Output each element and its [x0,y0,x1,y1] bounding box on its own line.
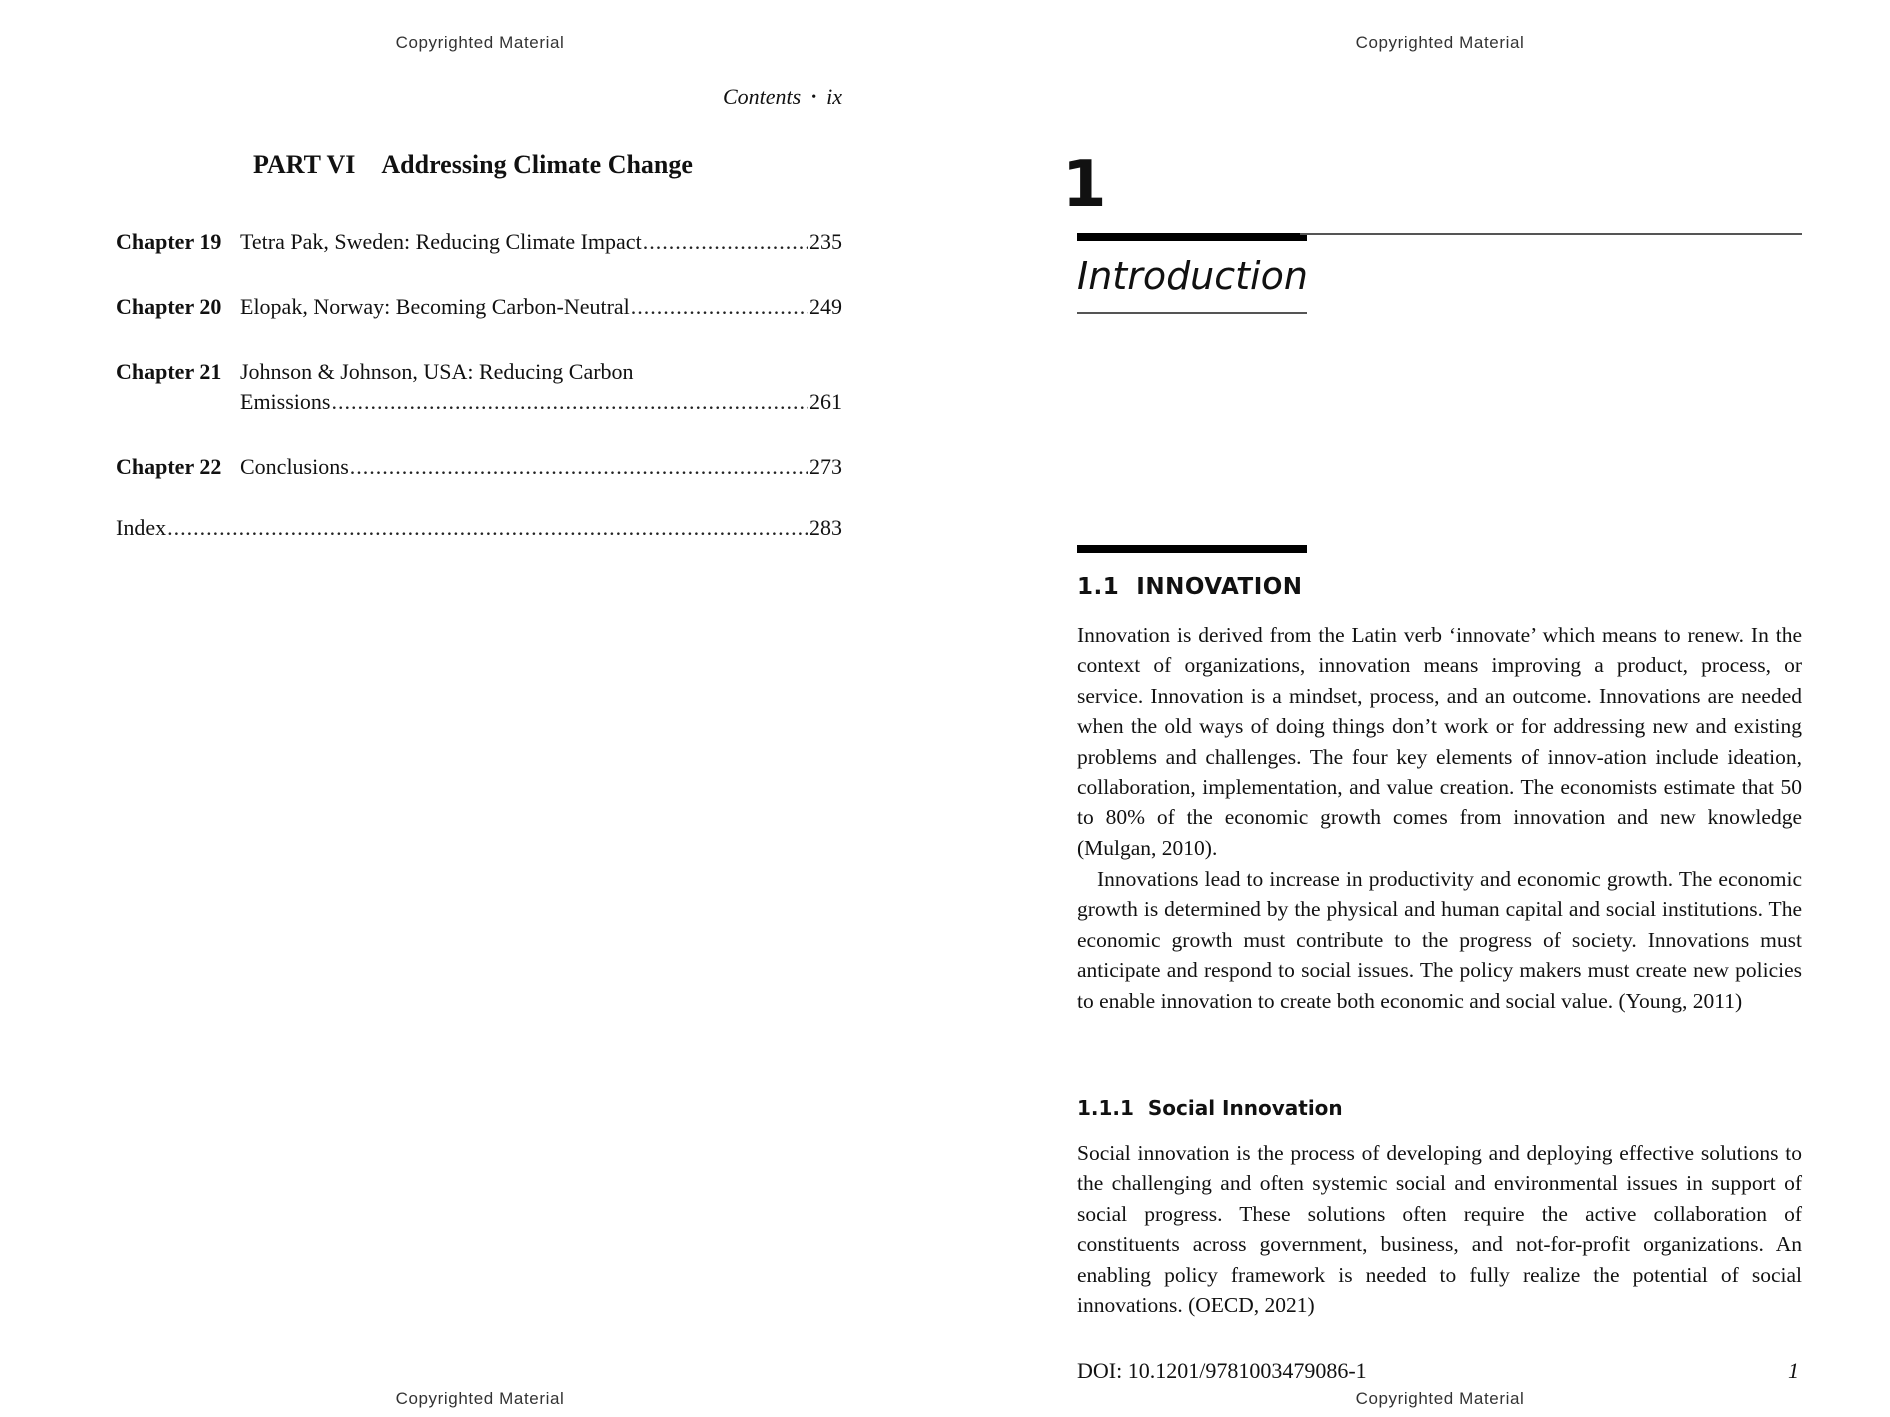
toc-chapter-title: Tetra Pak, Sweden: Reducing Climate Impact [240,229,642,254]
doi-footer: DOI: 10.1201/9781003479086-1 [1077,1358,1367,1383]
toc-page-number: 261 [809,389,842,414]
copyright-watermark-top-left: Copyrighted Material [395,33,565,52]
body-paragraph-3: Social innovation is the process of developing and deploying effective solutions to the challenging and often systemic social and environmental issues in support of social progress. These solutions often require the active collaboration of constituents across government, business, and not-for-profit organizations. An enabling policy framework is needed to fully realize the potential of social innovations. (OECD, 2021) [1077,1141,1802,1318]
chapter-title: Introduction [1077,254,1308,298]
toc-dot-leader [331,389,808,415]
table-of-contents [116,0,842,1417]
part-number: PART VI [253,150,356,179]
toc-dot-leader [643,229,808,255]
page-number: 1 [1788,1358,1799,1383]
toc-chapter-label: Chapter 20 [116,294,222,319]
toc-chapter-label: Chapter 22 [116,454,222,479]
toc-entry-index[interactable] [116,515,842,541]
part-title: Addressing Climate Change [381,150,693,179]
toc-chapter-title: Johnson & Johnson, USA: Reducing Carbon [240,359,634,384]
copyright-watermark-bottom-right: Copyrighted Material [1355,1389,1525,1408]
chapter-number: 1 [1062,148,1107,222]
toc-dot-leader [350,454,808,480]
toc-dot-leader [631,294,808,320]
toc-entry-chapter-19[interactable] [116,229,842,255]
toc-page-number: 273 [809,454,842,479]
chapter-heading-thick-rule [1077,233,1307,241]
bullet-separator-icon: • [811,90,817,105]
section-thick-rule [1077,545,1307,553]
chapter-heading-thin-rule [1300,233,1802,235]
section-number: 1.1 [1077,574,1120,600]
section-title: INNOVATION [1136,574,1303,600]
toc-chapter-label: Chapter 19 [116,229,222,254]
copyright-watermark-bottom-left: Copyrighted Material [395,1389,565,1408]
section-heading [1077,574,1303,600]
toc-chapter-title: Conclusions [240,454,349,479]
subsection-number: 1.1.1 [1077,1096,1134,1120]
toc-entry-chapter-21[interactable] [116,359,842,385]
chapter-title-underline [1077,312,1307,314]
subsection-title: Social Innovation [1147,1096,1343,1120]
toc-chapter-title-continued: Emissions [240,389,331,414]
toc-entry-chapter-22[interactable] [116,454,842,480]
toc-index-title: Index [116,515,167,540]
toc-dot-leader [167,515,808,541]
toc-page-number: 283 [809,515,842,540]
subsection-heading [1077,1096,1343,1120]
copyright-watermark-top-right: Copyrighted Material [1355,33,1525,52]
running-head-section: Contents [722,84,802,109]
toc-chapter-title: Elopak, Norway: Becoming Carbon-Neutral [240,294,630,319]
body-paragraph-2: Innovations lead to increase in productivity and economic growth. The economic growth is determined by the physical and human capital and social institutions. The economic growth must contribute to the progress of society. Innovations must anticipate and respond to social issues. The policy makers must create new policies to enable innovation to create both economic and social value. (Young, 2011) [1077,867,1802,1013]
toc-page-number: 249 [809,294,842,319]
toc-entry-chapter-21-continued[interactable] [240,389,842,415]
toc-page-number: 235 [809,229,842,254]
toc-chapter-label: Chapter 21 [116,359,222,384]
running-head-page: ix [826,84,842,109]
toc-entry-chapter-20[interactable] [116,294,842,320]
body-paragraph-1: Innovation is derived from the Latin verb ‘innovate’ which means to renew. In the context of organizations, innovation means improving a product, process, or service. Innovation is a mindset, process, and an outcome. Innovations are needed when the old ways of doing things don’t work or for addressing new and existing problems and challenges. The four key elements of innov-ation include ideation, collaboration, implementation, and value creation. The economists estimate that 50 to 80% of the economic growth comes from innovation and new knowledge (Mulgan, 2010). [1077,623,1802,860]
